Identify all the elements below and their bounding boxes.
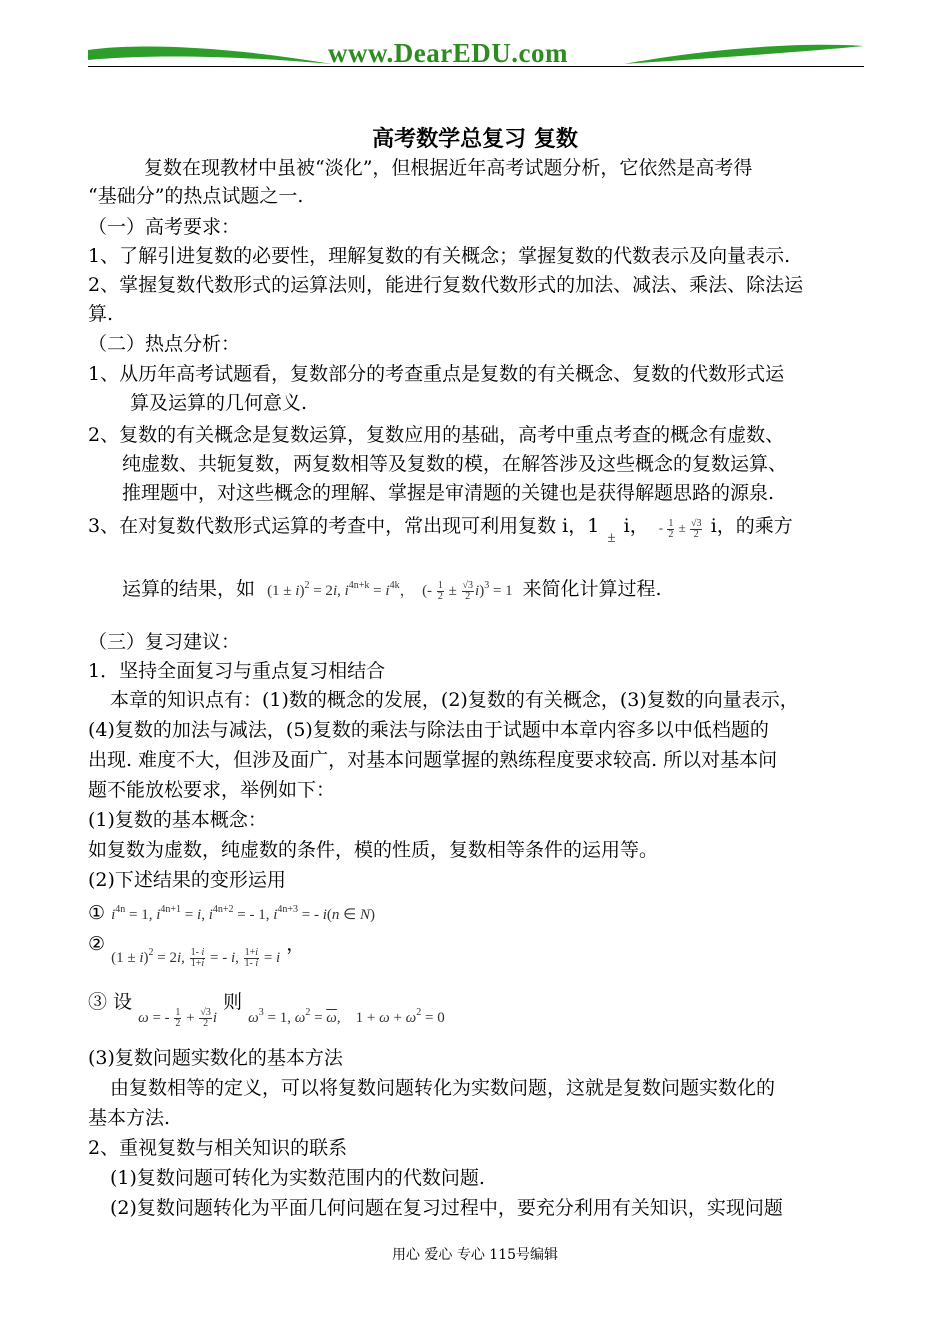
s3-sub2: 2、重视复数与相关知识的联系 xyxy=(88,1137,348,1159)
s3-b1-text: 如复数为虚数，纯虚数的条件，模的性质，复数相等条件的运用等。 xyxy=(88,839,659,861)
page-title: 高考数学总复习 复数 xyxy=(372,126,578,152)
power-formulas: $(1 \pm i)^2 = 2i$, $i^{4n+k} = i^{4k}$， (- $\frac{1}{2}$ ± $\frac{√3}{2}$ i)$^3$ = 1 xyxy=(267,580,517,603)
s3-p1-line-3: 出现. 难度不大，但涉及面广，对基本问题掌握的熟练程度要求较高. 所以对基本问 xyxy=(88,749,778,771)
intro-line-2: “基础分”的热点试题之一. xyxy=(88,185,304,207)
intro-line-1: 复数在现教材中虽被“淡化”，但根据近年高考试题分析，它依然是高考得 xyxy=(144,157,753,179)
s3-p1-line-2: (4)复数的加法与减法，(5)复数的乘法与除法由于试题中本章内容多以中低档题的 xyxy=(88,719,769,741)
s3-b3-text-2: 基本方法. xyxy=(88,1107,171,1129)
omega-identities-formula: $\omega^3 = 1$, $\omega^2 = \overline{\omega}$, $1 + \omega + \omega^2 = 0$ xyxy=(248,1007,445,1026)
s2-p1-line-1: 1、从历年高考试题看，复数部分的考查重点是复数的有关概念、复数的代数形式运 xyxy=(88,363,785,385)
s3-sub2-item-1: (1)复数问题可转化为实数范围内的代数问题. xyxy=(110,1167,485,1189)
s3-p1-line-1: 本章的知识点有：(1)数的概念的发展，(2)复数的有关概念，(3)复数的向量表示， xyxy=(110,689,799,711)
s3-p1-line-4: 题不能放松要求，举例如下： xyxy=(88,779,336,801)
s2-p2-line-2: 纯虚数、共轭复数，两复数相等及复数的模，在解答涉及这些概念的复数运算、 xyxy=(122,453,788,475)
s1-item-1: 1、了解引进复数的必要性，理解复数的有关概念；掌握复数的代数表示及向量表示. xyxy=(88,245,791,267)
s3-sub1: 1．坚持全面复习与重点复习相结合 xyxy=(88,660,386,682)
s3-b2: (2)下述结果的变形运用 xyxy=(88,869,286,891)
header-swoosh-right-icon xyxy=(622,38,866,68)
plus-minus-symbol: ± xyxy=(607,530,616,546)
s3-b1: (1)复数的基本概念： xyxy=(88,809,267,831)
s2-p2-line-3: 推理题中，对这些概念的理解、掌握是审清题的关键也是获得解题思路的源泉. xyxy=(122,482,775,504)
s2-p1-line-2: 算及运算的几何意义. xyxy=(130,392,308,414)
s3-heading: （三）复习建议： xyxy=(88,631,241,653)
omega-definition-formula: ω = - $\frac{1}{2}$ + $\frac{√3}{2}$ i xyxy=(138,1007,218,1030)
s2-heading: （二）热点分析： xyxy=(88,333,241,355)
s3-b3: (3)复数问题实数化的基本方法 xyxy=(88,1047,343,1069)
s1-heading: （一）高考要求： xyxy=(88,216,241,238)
s2-p2-line-1: 2、复数的有关概念是复数运算，复数应用的基础，高考中重点考查的概念有虚数、 xyxy=(88,424,785,446)
s3-c1: ① $i^{4n} = 1$, $i^{4n+1} = i$, $i^{4n+2}$ = - 1, $i^{4n+3}$ = - i(n ∈ N) xyxy=(88,902,376,924)
page-footer: 用心 爱心 专心 115号编辑 xyxy=(391,1247,559,1263)
s3-b3-text-1: 由复数相等的定义，可以将复数问题转化为实数问题，这就是复数问题实数化的 xyxy=(110,1077,776,1099)
site-logo[interactable]: www.DearEDU.com xyxy=(328,38,568,68)
s1-item-2: 2、掌握复数代数形式的运算法则，能进行复数代数形式的加法、减法、乘法、除法运 xyxy=(88,274,804,296)
s2-p3-line-2: 运算的结果，如 $(1 \pm i)^2 = 2i$, $i^{4n+k} = i^{4k}$， (- $\frac{1}{2}$ ± $\frac{√3}{2}$ i)$^3$ = 1 来简化计算过程. xyxy=(122,578,662,603)
i-power-cycle-formula: $i^{4n} = 1$, $i^{4n+1} = i$, $i^{4n+2}$ = - 1, $i^{4n+3}$ = - i(n ∈ N) xyxy=(111,904,376,923)
header-rule xyxy=(88,66,864,67)
header-swoosh-left-icon xyxy=(86,38,336,68)
square-quotient-formula: $(1 \pm i)^2 = 2i$, $\frac{1- i}{1+i}$ = - i, $\frac{1+i}{1- i}$ = i xyxy=(111,947,281,970)
s2-p3-line-1: 3、在对复数代数形式运算的考查中，常出现可利用复数 i，1 ± i， - $\frac{1}{2}$ ± $\frac{√3}{2}$ i，的乘方 xyxy=(88,514,793,550)
s1-item-2-cont: 算. xyxy=(88,303,114,325)
omega-root-formula: - $\frac{1}{2}$ ± $\frac{√3}{2}$ xyxy=(658,517,702,540)
s3-c2: ② $(1 \pm i)^2 = 2i$, $\frac{1- i}{1+i}$ = - i, $\frac{1+i}{1- i}$ = i ， xyxy=(88,933,306,970)
s3-c3: ③ 设 ω = - $\frac{1}{2}$ + $\frac{√3}{2}$ i 则 $\omega^3 = 1$, $\omega^2 = \overline{\omega}$, $1 + \omega + \omega^2 = 0$ xyxy=(88,991,445,1030)
s3-sub2-item-2: (2)复数问题转化为平面几何问题在复习过程中，要充分利用有关知识，实现问题 xyxy=(110,1197,783,1219)
